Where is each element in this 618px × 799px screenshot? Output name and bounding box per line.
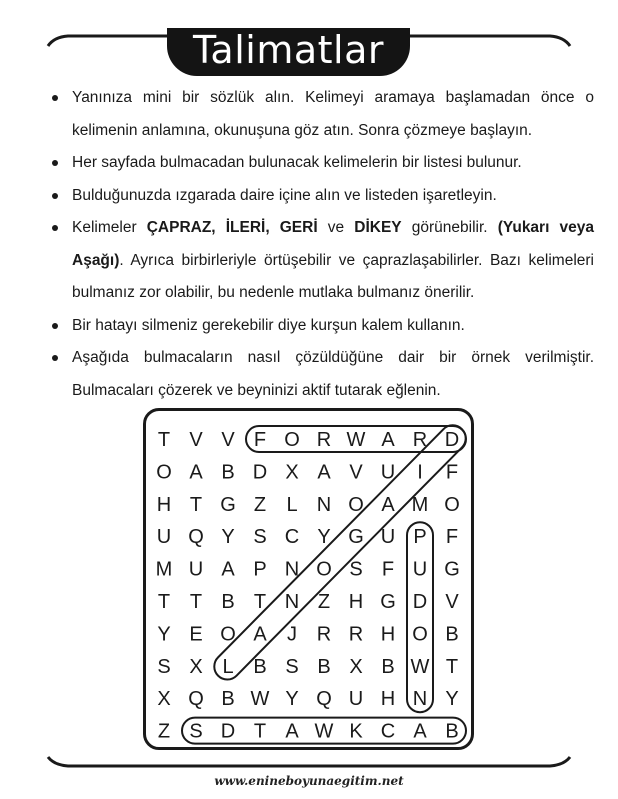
grid-letter[interactable]: S [285, 655, 299, 678]
grid-letter[interactable]: M [155, 558, 173, 581]
instruction-item [48, 147, 594, 180]
grid-letter[interactable]: D [220, 720, 236, 743]
grid-letter[interactable]: A [413, 720, 427, 743]
grid-letter[interactable]: U [412, 558, 428, 581]
grid-letter[interactable]: Z [157, 720, 171, 743]
grid-letter[interactable]: O [412, 623, 428, 646]
instruction-text: Aşağıda bulmacaların nasıl çözüldüğüne dair bir örnek verilmiştir. Bulmacaları çözerek ve beyninizi aktif tutarak eğlenin. [72, 349, 594, 399]
word-search-puzzle [143, 408, 474, 750]
grid-letter[interactable]: W [314, 720, 334, 743]
grid-letter[interactable]: R [348, 623, 364, 646]
instruction-emphasis: ÇAPRAZ, İLERİ, GERİ [146, 219, 318, 236]
instruction-emphasis: (Yukarı veya Aşağı) [72, 219, 594, 269]
grid-letter[interactable]: N [412, 688, 428, 711]
footer-url: www.enineboyunaegitim.net [214, 774, 404, 788]
found-word-outline [407, 522, 433, 712]
grid-letter[interactable]: Q [188, 526, 204, 549]
grid-letter[interactable]: Z [317, 591, 331, 613]
grid-letter[interactable]: B [445, 720, 459, 743]
grid-letter[interactable]: S [349, 558, 363, 581]
grid-letter[interactable]: B [221, 688, 235, 711]
grid-letter[interactable]: O [316, 558, 332, 581]
grid-letter[interactable]: Y [285, 688, 299, 711]
grid-letter[interactable]: L [222, 655, 234, 678]
grid-letter[interactable]: V [349, 461, 363, 484]
grid-letter[interactable]: A [285, 720, 299, 743]
grid-letter[interactable]: T [445, 655, 459, 678]
grid-letter[interactable]: B [381, 655, 395, 678]
instruction-item [48, 180, 594, 213]
grid-letter[interactable]: I [417, 461, 423, 484]
grid-letter[interactable]: B [445, 623, 459, 646]
instruction-item [48, 310, 594, 343]
instruction-text: Her sayfada bulmacadan bulunacak kelimelerin bir listesi bulunur. [72, 154, 522, 171]
grid-letter[interactable]: F [381, 558, 395, 581]
instruction-text: Yanınıza mini bir sözlük alın. Kelimeyi aramaya başlamadan önce o kelimenin anlamına, okunuşuna göz atın. Sonra çözmeye başlayın. [72, 89, 594, 139]
grid-letter[interactable]: T [253, 591, 267, 613]
grid-letter[interactable]: R [316, 623, 332, 646]
grid-letter[interactable]: O [220, 623, 236, 646]
grid-letter[interactable]: B [253, 655, 267, 678]
grid-letter[interactable]: S [157, 655, 171, 678]
grid-letter[interactable]: Y [221, 526, 235, 549]
instructions-list [48, 82, 594, 407]
grid-letter[interactable]: U [188, 558, 204, 581]
grid-letter[interactable]: H [348, 591, 364, 613]
grid-letter[interactable]: Z [253, 493, 267, 516]
grid-letter[interactable]: G [220, 493, 236, 516]
instruction-emphasis: DİKEY [354, 219, 402, 236]
grid-letter[interactable]: J [287, 623, 297, 646]
grid-letter[interactable]: R [316, 429, 332, 451]
grid-letter[interactable]: R [412, 429, 428, 451]
grid-letter[interactable]: A [189, 461, 203, 484]
grid-letter[interactable]: Y [445, 688, 459, 711]
grid-letter[interactable]: S [189, 720, 203, 743]
grid-letter[interactable]: N [284, 558, 300, 581]
grid-letter[interactable]: H [380, 623, 396, 646]
grid-letter[interactable]: O [444, 493, 460, 516]
grid-letter[interactable]: F [445, 526, 459, 549]
grid-letter[interactable]: A [221, 558, 235, 581]
grid-letter[interactable]: P [253, 558, 267, 581]
grid-letter[interactable]: B [221, 461, 235, 484]
grid-letter[interactable]: T [157, 429, 171, 451]
grid-letter[interactable]: U [348, 688, 364, 711]
grid-letter[interactable]: B [317, 655, 331, 678]
grid-letter[interactable]: Y [157, 623, 171, 646]
grid-letter[interactable]: T [253, 720, 267, 743]
grid-letter[interactable]: G [380, 591, 396, 613]
grid-letter[interactable]: H [380, 688, 396, 711]
grid-letter[interactable]: V [189, 429, 203, 451]
grid-letter[interactable]: F [445, 461, 459, 484]
grid-letter[interactable]: U [380, 461, 396, 484]
grid-letter[interactable]: D [412, 591, 428, 613]
grid-letter[interactable]: L [286, 493, 298, 516]
grid-letter[interactable]: F [253, 429, 267, 451]
grid-letter[interactable]: K [349, 720, 363, 743]
grid-letter[interactable]: E [189, 623, 203, 646]
grid-letter[interactable]: D [252, 461, 268, 484]
grid-letter[interactable]: O [348, 493, 364, 516]
grid-letter[interactable]: W [346, 429, 366, 451]
instruction-item [48, 212, 594, 310]
grid-letter[interactable]: D [444, 429, 460, 451]
grid-letter[interactable]: P [413, 526, 427, 549]
grid-letter[interactable]: S [253, 526, 267, 549]
grid-letter[interactable]: G [444, 558, 460, 581]
instruction-text: . Ayrıca birbirleriyle örtüşebilir ve çaprazlaşabilirler. Bazı kelimeleri bulmanız zor olabilir, bu nedenle mutlaka bulmanız önerilir. [72, 251, 594, 301]
grid-letter[interactable]: M [411, 493, 429, 516]
instruction-item [48, 82, 594, 147]
grid-letter[interactable]: Q [316, 688, 332, 711]
grid-letter[interactable]: X [157, 688, 171, 711]
grid-letter[interactable]: B [221, 591, 235, 613]
grid-letter[interactable]: X [189, 655, 203, 678]
grid-letter[interactable]: W [410, 655, 430, 678]
grid-letter[interactable]: A [317, 461, 331, 484]
instruction-text: Bulduğunuzda ızgarada daire içine alın ve listeden işaretleyin. [72, 186, 497, 204]
grid-letter[interactable]: A [381, 493, 395, 516]
grid-letter[interactable]: W [250, 688, 270, 711]
grid-letter[interactable]: T [157, 591, 171, 613]
grid-letter[interactable]: O [284, 429, 300, 451]
instruction-text: Bir hatayı silmeniz gerekebilir diye kurşun kalem kullanın. [72, 316, 465, 334]
grid-letter[interactable]: Q [188, 688, 204, 711]
instruction-text: ve [317, 219, 355, 236]
grid-letter[interactable]: U [380, 526, 396, 549]
grid-letter[interactable]: X [349, 655, 363, 678]
grid-letter[interactable]: T [189, 591, 203, 613]
grid-letter[interactable]: T [189, 493, 203, 516]
grid-letter[interactable]: N [284, 591, 300, 613]
instruction-text: görünebilir. [401, 219, 498, 236]
grid-letter[interactable]: A [381, 429, 395, 451]
grid-letter[interactable]: U [156, 526, 172, 549]
instruction-text: Kelimeler [72, 219, 147, 236]
grid-letter[interactable]: V [445, 591, 459, 613]
grid-letter[interactable]: A [253, 623, 267, 646]
word-search-grid [146, 411, 477, 753]
title-tab [167, 28, 410, 76]
grid-letter[interactable]: V [221, 429, 235, 451]
grid-letter[interactable]: G [348, 526, 364, 549]
page-title: Talimatlar [193, 28, 384, 72]
grid-letter[interactable]: Y [317, 526, 331, 549]
found-word-outline [209, 420, 471, 685]
grid-letter[interactable]: X [285, 461, 299, 484]
grid-letter[interactable]: N [316, 493, 332, 516]
instruction-item [48, 342, 594, 407]
grid-letter[interactable]: H [156, 493, 172, 516]
grid-letter[interactable]: C [284, 526, 300, 549]
grid-letter[interactable]: O [156, 461, 172, 484]
grid-letter[interactable]: C [380, 720, 396, 743]
